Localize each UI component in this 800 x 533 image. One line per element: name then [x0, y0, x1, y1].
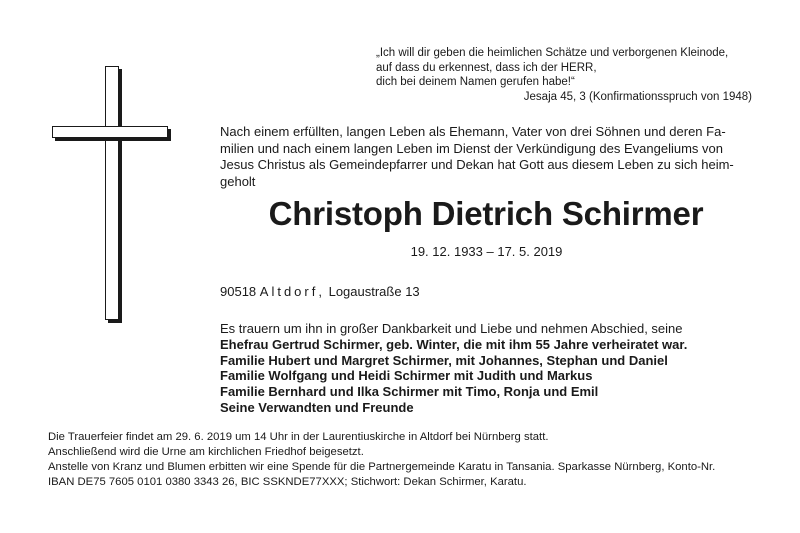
address-city: Altdorf, — [259, 284, 325, 299]
intro-line: geholt — [220, 173, 256, 189]
mourner-line: Familie Wolfgang und Heidi Schirmer mit Judith und Markus — [220, 368, 593, 384]
mourner-line: Seine Verwandten und Freunde — [220, 399, 414, 415]
cross-horizontal-beam — [52, 126, 168, 138]
footer-line: Die Trauerfeier findet am 29. 6. 2019 um 14 Uhr in der Laurentiuskirche in Altdorf bei Nürnberg statt. — [48, 431, 549, 443]
quote-line: „Ich will dir geben die heimlichen Schätze und verborgenen Kleinode, — [376, 47, 729, 59]
life-dates: 19. 12. 1933 – 17. 5. 2019 — [410, 244, 563, 259]
mourner-line: Familie Bernhard und Ilka Schirmer mit Timo, Ronja und Emil — [220, 384, 599, 400]
mourners-intro: Es trauern um ihn in großer Dankbarkeit und Liebe und nehmen Abschied, seine — [220, 321, 683, 336]
intro-text — [220, 124, 753, 190]
address — [220, 284, 420, 299]
quote-line: dich bei deinem Namen gerufen habe!“ — [376, 76, 575, 88]
address-zip: 90518 — [220, 284, 257, 299]
footer-line: Anstelle von Kranz und Blumen erbitten wir eine Spende für die Partnergemeinde Karatu in Tansania. Sparkasse Nürnberg, Konto-Nr. — [48, 461, 716, 473]
funeral-details — [48, 430, 768, 490]
intro-line: milien und nach einem langen Leben im Dienst der Verkündigung des Evangeliums von — [220, 140, 723, 156]
quote-reference: Jesaja 45, 3 (Konfirmationsspruch von 1948) — [523, 90, 752, 103]
intro-line: Nach einem erfüllten, langen Leben als Ehemann, Vater von drei Söhnen und deren Fa- — [220, 124, 726, 139]
mourner-line: Ehefrau Gertrud Schirmer, geb. Winter, die mit ihm 55 Jahre verheiratet war. — [220, 336, 688, 352]
intro-line: Jesus Christus als Gemeindepfarrer und Dekan hat Gott aus diesem Leben zu sich heim- — [220, 157, 734, 173]
quote-line: auf dass du erkennest, dass ich der HERR, — [376, 61, 597, 74]
deceased-name: Christoph Dietrich Schirmer — [268, 195, 704, 232]
mourner-line: Familie Hubert und Margret Schirmer, mit Johannes, Stephan und Daniel — [220, 352, 668, 368]
mourners — [220, 321, 753, 416]
address-street: Logaustraße 13 — [328, 284, 420, 299]
footer-line: IBAN DE75 7605 0101 0380 3343 26, BIC SSKNDE77XXX; Stichwort: Dekan Schirmer, Karatu. — [48, 476, 527, 488]
footer-line: Anschließend wird die Urne am kirchlichen Friedhof beigesetzt. — [48, 446, 364, 458]
bible-quote — [376, 46, 752, 104]
cross-vertical-beam — [105, 66, 119, 320]
